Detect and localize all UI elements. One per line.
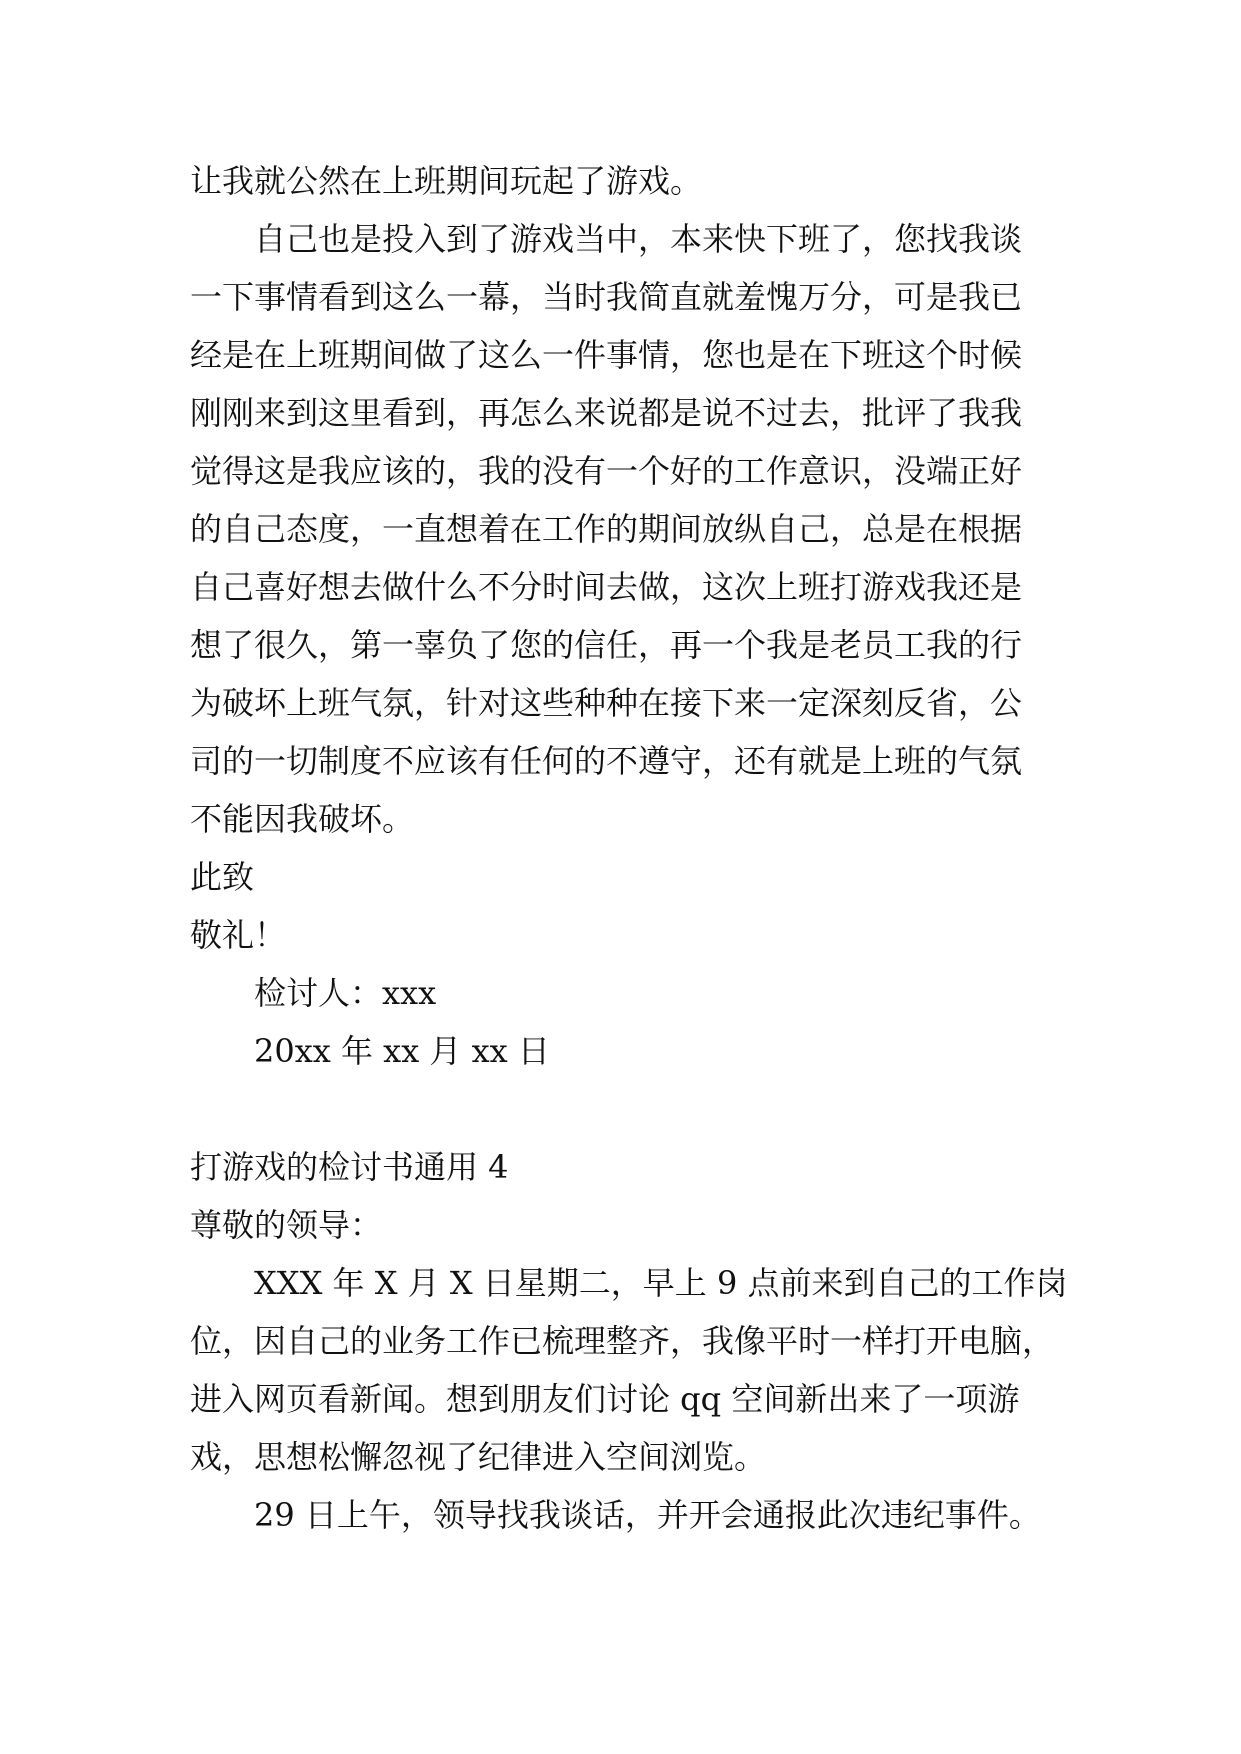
document-body xyxy=(190,152,1070,1544)
text-line: 刚刚来到这里看到，再怎么来说都是说不过去，批评了我我 xyxy=(190,394,1023,432)
paragraph xyxy=(190,1254,1070,1486)
text-line: 觉得这是我应该的，我的没有一个好的工作意识，没端正好 xyxy=(190,452,1023,490)
paragraph xyxy=(190,210,1070,848)
text-line: 一下事情看到这么一幕，当时我简直就羞愧万分，可是我已 xyxy=(190,278,1023,316)
closing-salute: 敬礼！ xyxy=(190,916,287,954)
signer-line: 检讨人：xxx xyxy=(254,974,437,1012)
text-line: 想了很久，第一辜负了您的信任，再一个我是老员工我的行 xyxy=(190,626,1023,664)
text-line: 自己也是投入到了游戏当中，本来快下班了，您找我谈 xyxy=(254,220,1023,258)
text-line: 为破坏上班气氛，针对这些种种在接下来一定深刻反省，公 xyxy=(190,684,1023,722)
salutation: 尊敬的领导： xyxy=(190,1206,383,1244)
text-line: 进入网页看新闻。想到朋友们讨论 qq 空间新出来了一项游 xyxy=(190,1380,1020,1418)
text-line: 不能因我破坏。 xyxy=(190,800,415,838)
text-line: 让我就公然在上班期间玩起了游戏。 xyxy=(190,162,703,200)
closing-phrase: 此致 xyxy=(190,858,255,896)
text-line: 的自己态度，一直想着在工作的期间放纵自己，总是在根据 xyxy=(190,510,1023,548)
text-line: 经是在上班期间做了这么一件事情，您也是在下班这个时候 xyxy=(190,336,1023,374)
text-line: 戏，思想松懈忽视了纪律进入空间浏览。 xyxy=(190,1438,767,1476)
section-title: 打游戏的检讨书通用 4 xyxy=(190,1148,509,1186)
blank-line xyxy=(190,1080,1070,1138)
text-line: 位，因自己的业务工作已梳理整齐，我像平时一样打开电脑， xyxy=(190,1322,1055,1360)
text-line: 司的一切制度不应该有任何的不遵守，还有就是上班的气氛 xyxy=(190,742,1023,780)
paragraph xyxy=(190,1486,1070,1544)
text-line: XXX 年 X 月 X 日星期二，早上 9 点前来到自己的工作岗 xyxy=(254,1264,1068,1302)
text-line: 自己喜好想去做什么不分时间去做，这次上班打游戏我还是 xyxy=(190,568,1023,606)
date-line: 20xx 年 xx 月 xx 日 xyxy=(254,1032,550,1070)
text-line: 29 日上午，领导找我谈话，并开会通报此次违纪事件。 xyxy=(254,1496,1041,1534)
